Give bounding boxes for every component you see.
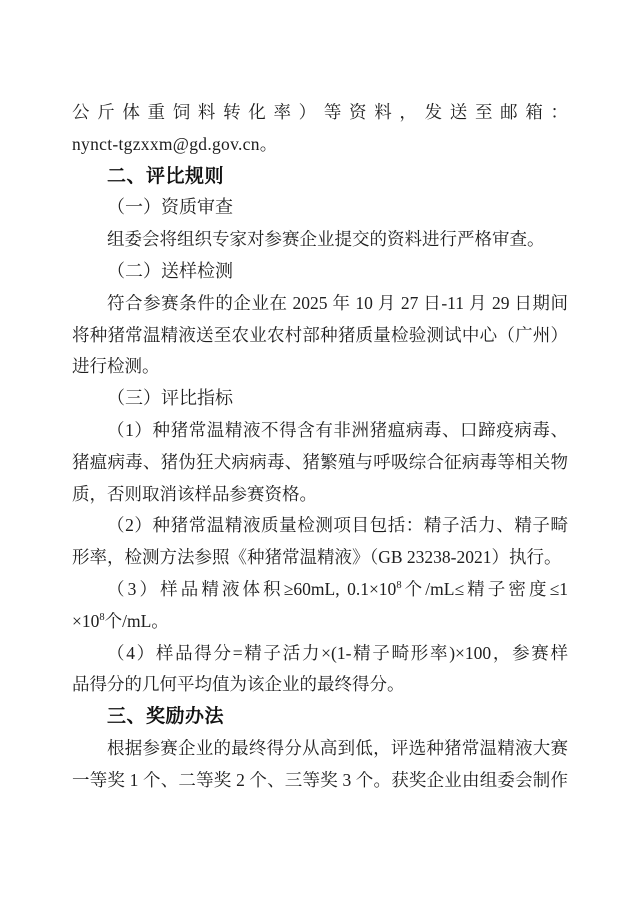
body-line: （1）种猪常温精液不得含有非洲猪瘟病毒、口蹄疫病毒、 bbox=[107, 419, 568, 440]
subsection-heading-evaluation-criteria: （三）评比指标 bbox=[107, 388, 233, 409]
formula-line-density-continued bbox=[72, 606, 568, 638]
body-line: 一等奖 1 个、二等奖 2 个、三等奖 3 个。获奖企业由组委会制作 bbox=[72, 769, 568, 790]
body-line: 猪瘟病毒、猪伪狂犬病病毒、猪繁殖与呼吸综合征病毒等相关物 bbox=[72, 451, 568, 472]
section-heading-awards: 三、奖励办法 bbox=[107, 705, 225, 728]
formula-segment: （3）样品精液体积≥60mL, 0.1×10 bbox=[107, 578, 397, 599]
body-line: 形率，检测方法参照《种猪常温精液》（GB 23238-2021）执行。 bbox=[72, 547, 562, 568]
body-line: 进行检测。 bbox=[72, 356, 160, 377]
body-line: 将种猪常温精液送至农业农村部种猪质量检验测试中心（广州） bbox=[72, 324, 568, 345]
superscript-exponent: 8 bbox=[99, 611, 105, 623]
formula-line-volume-density bbox=[72, 574, 568, 606]
body-line: 品得分的几何平均值为该企业的最终得分。 bbox=[72, 674, 405, 695]
body-line: 组委会将组织专家对参赛企业提交的资料进行严格审查。 bbox=[107, 229, 545, 250]
section-heading-rules: 二、评比规则 bbox=[107, 164, 225, 187]
subsection-heading-sample-testing: （二）送样检测 bbox=[107, 260, 233, 281]
formula-segment: 个/mL≤精子密度≤1 bbox=[401, 578, 568, 599]
email-address: nynct-tgzxxm@gd.gov.cn。 bbox=[72, 133, 278, 154]
formula-segment: ×10 bbox=[72, 610, 100, 631]
body-line: 质，否则取消该样品参赛资格。 bbox=[72, 483, 317, 504]
formula-segment: 个/mL。 bbox=[104, 610, 169, 631]
body-line: 符合参赛条件的企业在 2025 年 10 月 27 日-11 月 29 日期间 bbox=[107, 292, 568, 313]
paragraph-continuation-line: 公斤体重饲料转化率）等资料，发送至邮箱： bbox=[72, 102, 568, 122]
body-line: （2）种猪常温精液质量检测项目包括：精子活力、精子畸 bbox=[107, 515, 568, 536]
superscript-exponent: 8 bbox=[396, 580, 402, 592]
body-line: 根据参赛企业的最终得分从高到低，评选种猪常温精液大赛 bbox=[107, 737, 568, 758]
subsection-heading-qualification-review: （一）资质审查 bbox=[107, 197, 233, 218]
document-content bbox=[72, 97, 568, 797]
body-line: （4）样品得分=精子活力×(1-精子畸形率)×100，参赛样 bbox=[107, 642, 568, 663]
